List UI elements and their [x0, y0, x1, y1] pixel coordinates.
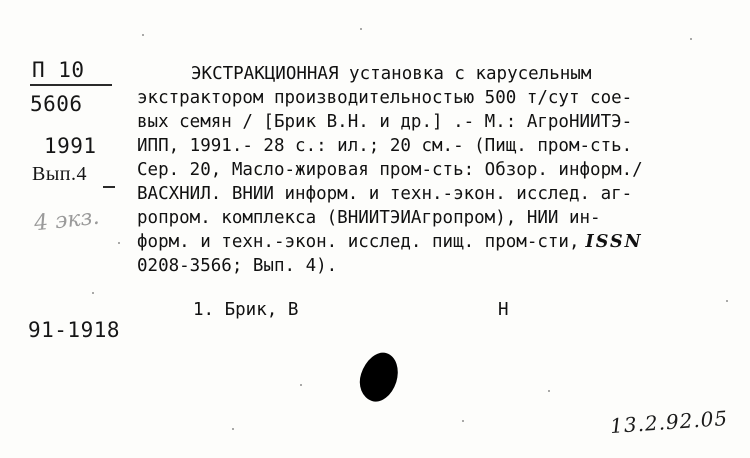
paper-speck — [300, 384, 302, 386]
pencil-note: 4 экз. — [32, 204, 101, 237]
issn-handwritten: ISSN — [585, 232, 643, 252]
shelf-code-underline — [30, 84, 112, 86]
paper-speck — [690, 38, 692, 40]
entry-line: ВАСХНИЛ. ВНИИ информ. и техн.-экон. исслед. аг- — [137, 184, 633, 204]
punch-hole — [354, 348, 404, 407]
tracing-letter: Н — [498, 300, 509, 320]
entry-line: форм. и техн.-экон. исслед. пищ. пром-сти, — [137, 232, 580, 252]
paper-speck — [92, 292, 94, 294]
accession-number: 91-1918 — [28, 318, 121, 342]
shelf-code: П 10 — [32, 58, 85, 82]
paper-speck — [142, 34, 144, 36]
paper-speck — [232, 428, 234, 430]
entry-line: экстрактором производительностью 500 т/сут сое- — [137, 88, 633, 108]
entry-line: 0208-3566; Вып. 4). — [137, 256, 338, 276]
entry-line: ЭКСТРАКЦИОННАЯ установка с карусельным — [191, 64, 592, 84]
paper-speck — [360, 28, 362, 30]
date-stamp: 13.2.92.05 — [609, 405, 729, 439]
entry-line: вых семян / [Брик В.Н. и др.] .- М.: АгроНИИТЭ- — [137, 112, 633, 132]
entry-line-with-issn — [137, 230, 717, 254]
entry-line: ИПП, 1991.- 28 с.: ил.; 20 см.- (Пищ. пром-сть. — [137, 136, 633, 156]
card-number: 5606 — [30, 92, 83, 116]
entry-line: ропром. комплекса (ВНИИТЭИАгропром), НИИ ин- — [137, 208, 601, 228]
paper-speck — [548, 390, 550, 392]
entry-line: Сер. 20, Масло-жировая пром-сть: Обзор. информ./ — [137, 160, 643, 180]
issue-underline — [103, 186, 115, 188]
paper-speck — [726, 300, 728, 302]
issue-number: Вып.4 — [32, 163, 87, 185]
paper-speck — [118, 242, 120, 244]
author-tracing: 1. Брик, В — [193, 300, 299, 320]
bibliographic-entry — [137, 62, 717, 278]
publication-year: 1991 — [44, 134, 97, 158]
paper-speck — [462, 420, 464, 422]
